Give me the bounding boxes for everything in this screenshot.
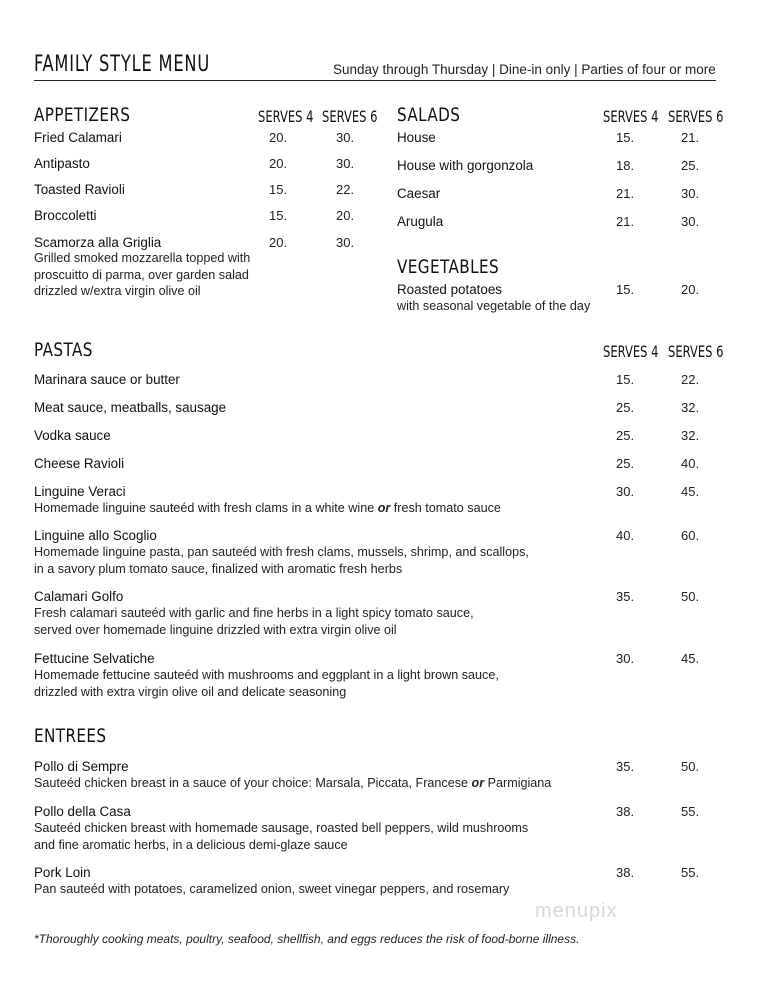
entree-item-description: Sauteéd chicken breast with homemade sausage, roasted bell peppers, wild mushrooms bbox=[34, 821, 529, 835]
pasta-item-description: drizzled with extra virgin olive oil and delicate seasoning bbox=[34, 685, 347, 699]
pasta-price-serves4: 35. bbox=[616, 589, 635, 604]
appetizer-price-serves6: 30. bbox=[336, 235, 355, 250]
pasta-item-name: Fettucine Selvatiche bbox=[34, 651, 155, 666]
pasta-price-serves6: 45. bbox=[681, 651, 700, 666]
pasta-item-name: Marinara sauce or butter bbox=[34, 372, 180, 387]
vegetable-price-serves6: 20. bbox=[681, 282, 700, 297]
salad-item-name: House with gorgonzola bbox=[397, 158, 534, 173]
appetizer-item-name: Toasted Ravioli bbox=[34, 182, 125, 197]
salad-item-name: Arugula bbox=[397, 214, 444, 229]
appetizer-price-serves4: 20. bbox=[269, 156, 288, 171]
salad-price-serves4: 18. bbox=[616, 158, 635, 173]
appetizer-item-description: Grilled smoked mozzarella topped with proscuitto di parma, over garden salad drizzled w/extra virgin olive oil bbox=[34, 251, 251, 298]
pasta-item-description: Homemade fettucine sauteéd with mushrooms and eggplant in a light brown sauce, bbox=[34, 668, 499, 682]
pastas-serves6-heading: SERVES 6 bbox=[668, 342, 724, 361]
menu-title: FAMILY STYLE MENU bbox=[34, 52, 211, 77]
pasta-price-serves6: 22. bbox=[681, 372, 700, 387]
pasta-price-serves6: 50. bbox=[681, 589, 700, 604]
pasta-item-name: Meat sauce, meatballs, sausage bbox=[34, 400, 227, 415]
appetizers-heading: APPETIZERS bbox=[34, 104, 131, 126]
watermark-logo: menupix bbox=[535, 900, 618, 922]
appetizer-price-serves4: 20. bbox=[269, 130, 288, 145]
pasta-price-serves4: 25. bbox=[616, 428, 635, 443]
pasta-item-name: Linguine Veraci bbox=[34, 484, 126, 499]
entree-item-description: and fine aromatic herbs, in a delicious demi-glaze sauce bbox=[34, 838, 348, 852]
salad-price-serves6: 25. bbox=[681, 158, 700, 173]
pasta-item-description: Homemade linguine pasta, pan sauteéd with fresh clams, mussels, shrimp, and scallops, bbox=[34, 545, 529, 559]
entree-item-name: Pork Loin bbox=[34, 865, 91, 880]
salads-heading: SALADS bbox=[397, 104, 461, 126]
salads-serves4-heading: SERVES 4 bbox=[603, 107, 659, 126]
entree-price-serves4: 38. bbox=[616, 804, 635, 819]
pasta-item-description: served over homemade linguine drizzled with extra virgin olive oil bbox=[34, 623, 397, 637]
pasta-price-serves4: 25. bbox=[616, 456, 635, 471]
header-divider bbox=[34, 80, 716, 81]
or-emphasis: or bbox=[471, 776, 485, 790]
appetizer-price-serves4: 15. bbox=[269, 182, 288, 197]
salads-serves6-heading: SERVES 6 bbox=[668, 107, 724, 126]
or-emphasis: or bbox=[377, 501, 391, 515]
vegetable-item-name: Roasted potatoes bbox=[397, 282, 502, 297]
pasta-price-serves4: 30. bbox=[616, 484, 635, 499]
menu-subtitle: Sunday through Thursday | Dine-in only | Parties of four or more bbox=[333, 62, 716, 77]
vegetables-heading: VEGETABLES bbox=[397, 256, 500, 278]
pasta-price-serves6: 60. bbox=[681, 528, 700, 543]
pasta-price-serves6: 32. bbox=[681, 400, 700, 415]
entree-price-serves6: 50. bbox=[681, 759, 700, 774]
appetizer-price-serves4: 15. bbox=[269, 208, 288, 223]
pasta-price-serves6: 32. bbox=[681, 428, 700, 443]
entree-item-name: Pollo di Sempre bbox=[34, 759, 129, 774]
appetizer-price-serves6: 30. bbox=[336, 130, 355, 145]
pasta-item-description: in a savory plum tomato sauce, finalized with aromatic fresh herbs bbox=[34, 562, 403, 576]
entree-item-description: Pan sauteéd with potatoes, caramelized onion, sweet vinegar peppers, and rosemary bbox=[34, 882, 510, 896]
entree-price-serves6: 55. bbox=[681, 804, 700, 819]
entree-item-name: Pollo della Casa bbox=[34, 804, 131, 819]
appetizer-price-serves6: 20. bbox=[336, 208, 355, 223]
salad-price-serves6: 21. bbox=[681, 130, 700, 145]
entrees-heading: ENTREES bbox=[34, 725, 107, 747]
appetizer-item-name: Scamorza alla Griglia bbox=[34, 235, 162, 250]
salad-item-name: Caesar bbox=[397, 186, 441, 201]
pasta-price-serves4: 40. bbox=[616, 528, 635, 543]
appetizer-item-name: Fried Calamari bbox=[34, 130, 122, 145]
entree-price-serves6: 55. bbox=[681, 865, 700, 880]
salad-price-serves4: 15. bbox=[616, 130, 635, 145]
pastas-serves4-heading: SERVES 4 bbox=[603, 342, 659, 361]
pastas-heading: PASTAS bbox=[34, 339, 93, 361]
appetizer-price-serves4: 20. bbox=[269, 235, 288, 250]
entree-price-serves4: 35. bbox=[616, 759, 635, 774]
pasta-price-serves6: 40. bbox=[681, 456, 700, 471]
footnote: *Thoroughly cooking meats, poultry, seafood, shellfish, and eggs reduces the risk of food-borne illness. bbox=[34, 932, 580, 946]
entree-price-serves4: 38. bbox=[616, 865, 635, 880]
appetizer-item-name: Antipasto bbox=[34, 156, 90, 171]
appetizer-price-serves6: 22. bbox=[336, 182, 355, 197]
pasta-item-name: Cheese Ravioli bbox=[34, 456, 125, 471]
salad-price-serves6: 30. bbox=[681, 186, 700, 201]
salad-item-name: House bbox=[397, 130, 436, 145]
entree-item-description: Sauteéd chicken breast in a sauce of your choice: Marsala, Piccata, Francese or Parmigiana bbox=[34, 776, 552, 790]
appetizer-price-serves6: 30. bbox=[336, 156, 355, 171]
vegetable-item-description: with seasonal vegetable of the day bbox=[397, 299, 591, 313]
appetizer-item-name: Broccoletti bbox=[34, 208, 97, 223]
salad-price-serves4: 21. bbox=[616, 186, 635, 201]
pasta-price-serves4: 15. bbox=[616, 372, 635, 387]
pasta-item-description: Homemade linguine sauteéd with fresh clams in a white wine or fresh tomato sauce bbox=[34, 501, 501, 515]
pasta-item-name: Calamari Golfo bbox=[34, 589, 124, 604]
salad-price-serves6: 30. bbox=[681, 214, 700, 229]
pasta-item-name: Vodka sauce bbox=[34, 428, 111, 443]
appetizers-serves4-heading: SERVES 4 bbox=[258, 107, 314, 126]
pasta-price-serves6: 45. bbox=[681, 484, 700, 499]
pasta-price-serves4: 30. bbox=[616, 651, 635, 666]
salad-price-serves4: 21. bbox=[616, 214, 635, 229]
pasta-price-serves4: 25. bbox=[616, 400, 635, 415]
appetizers-serves6-heading: SERVES 6 bbox=[322, 107, 378, 126]
pasta-item-name: Linguine allo Scoglio bbox=[34, 528, 157, 543]
vegetable-price-serves4: 15. bbox=[616, 282, 635, 297]
pasta-item-description: Fresh calamari sauteéd with garlic and fine herbs in a light spicy tomato sauce, bbox=[34, 606, 474, 620]
